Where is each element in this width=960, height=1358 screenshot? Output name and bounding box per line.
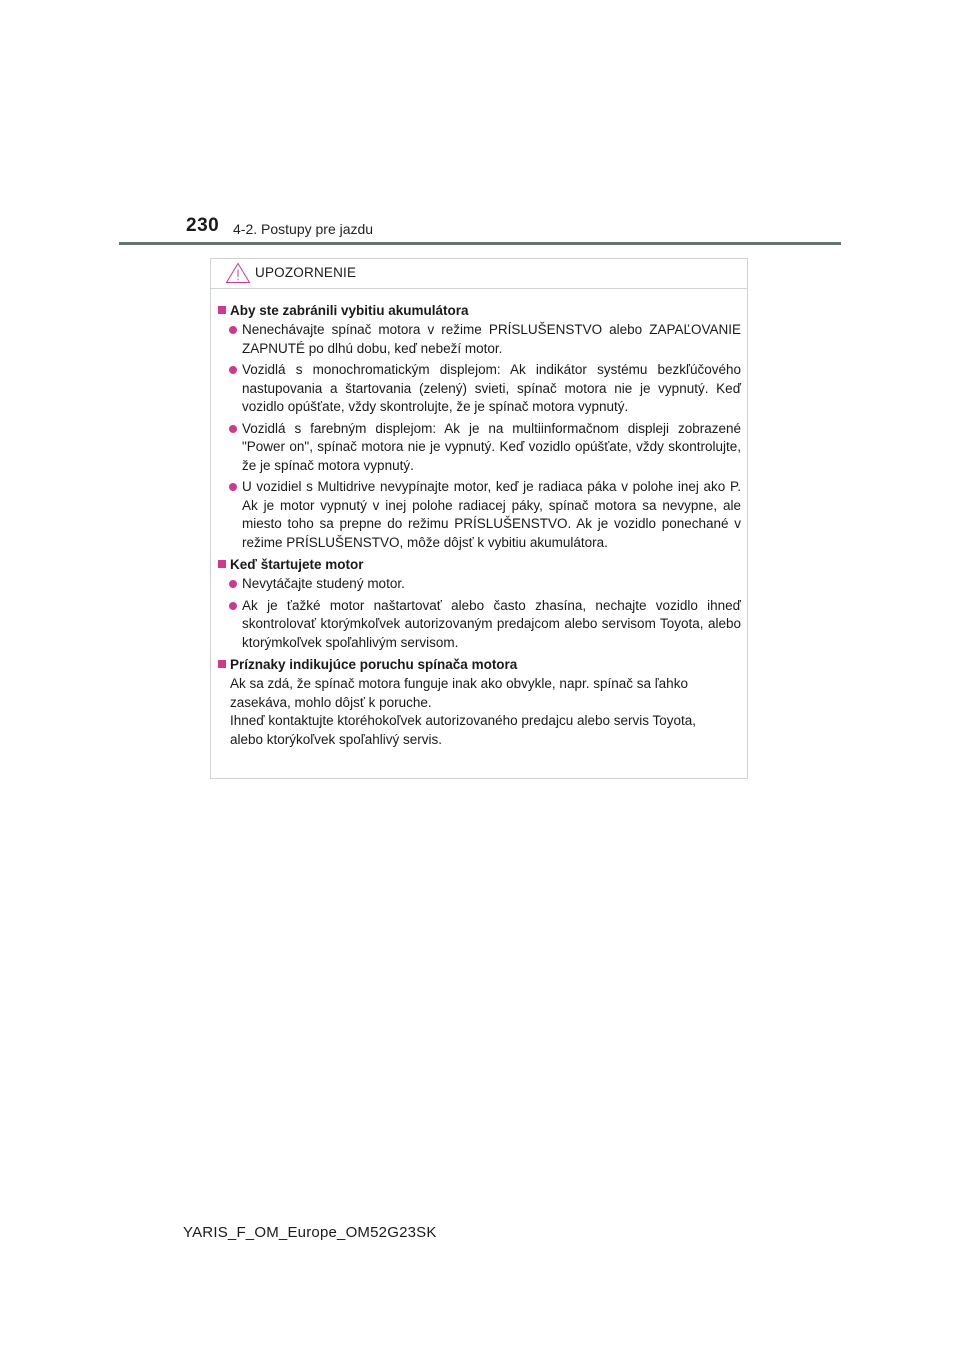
bullet-text: Vozidlá s monochromatickým displejom: Ak indikátor systému bezkľúčového nastupovania a štartovania (zelený) svieti, spínač motora nie je vypnutý. Keď vozidlo opúšťate, vždy skontrolujte, že je spínač motora vypnutý. xyxy=(242,362,741,414)
paragraph-line: zasekáva, mohlo dôjsť k poruche. xyxy=(230,694,432,710)
bullet-item xyxy=(216,321,741,358)
bullet-text: Ak je ťažké motor naštartovať alebo často zhasína, nechajte vozidlo ihneď skontrolovať ktorýmkoľvek autorizovaným predajcom alebo servisom Toyota, alebo ktorýmkoľvek spoľahlivým servisom. xyxy=(242,597,741,650)
circle-bullet-icon xyxy=(229,483,237,491)
footer-code: YARIS_F_OM_Europe_OM52G23SK xyxy=(183,1224,437,1241)
section-title: 4-2. Postupy pre jazdu xyxy=(233,221,374,237)
circle-bullet-icon xyxy=(229,366,237,374)
circle-bullet-icon xyxy=(229,580,237,588)
section-heading-text: Aby ste zabránili vybitiu akumulátora xyxy=(230,303,469,318)
bullet-item xyxy=(216,361,741,417)
paragraph xyxy=(216,675,741,749)
warning-triangle-icon xyxy=(225,262,251,284)
bullet-text: Nenechávajte spínač motora v režime PRÍSLUŠENSTVO alebo ZAPAĽOVANIE ZAPNUTÉ po dlhú dobu, keď nebeží motor. xyxy=(242,322,741,356)
bullet-item xyxy=(216,478,741,552)
circle-bullet-icon xyxy=(229,602,237,610)
square-bullet-icon xyxy=(218,306,226,314)
bullet-item xyxy=(216,420,741,476)
section-heading xyxy=(216,301,741,320)
paragraph-line: Ihneď kontaktujte ktoréhokoľvek autorizovaného predajcu alebo servis Toyota, xyxy=(230,713,697,728)
bullet-text: Vozidlá s farebným displejom: Ak je na multiinformačnom displeji zobrazené "Power on", spínač motora nie je vypnutý. Keď vozidlo opúšťate, vždy skontrolujte, že je spínač motora vypnutý. xyxy=(242,420,741,473)
paragraph-line: Ak sa zdá, že spínač motora funguje inak ako obvykle, napr. spínač sa ľahko xyxy=(230,676,688,691)
warning-body xyxy=(211,289,747,749)
bullet-item xyxy=(216,575,741,594)
bullet-item xyxy=(216,597,741,653)
warning-box xyxy=(210,258,748,779)
square-bullet-icon xyxy=(218,660,226,668)
bullet-text: Nevytáčajte studený motor. xyxy=(242,576,405,591)
circle-bullet-icon xyxy=(229,425,237,433)
section-heading xyxy=(216,555,741,574)
paragraph-line: alebo ktorýkoľvek spoľahlivý servis. xyxy=(230,731,442,747)
warning-title: UPOZORNENIE xyxy=(255,265,357,280)
circle-bullet-icon xyxy=(229,326,237,334)
warning-header xyxy=(211,259,747,289)
square-bullet-icon xyxy=(218,560,226,568)
section-heading-text: Keď štartujete motor xyxy=(230,557,364,572)
header-rule xyxy=(119,242,841,245)
page-number: 230 xyxy=(186,215,220,236)
section-heading-text: Príznaky indikujúce poruchu spínača motora xyxy=(230,657,518,672)
bullet-text: U vozidiel s Multidrive nevypínajte motor, keď je radiaca páka v polohe inej ako P. Ak je motor vypnutý v inej polohe radiacej páky, spínač motora sa nevypne, ale miesto toho sa prepne do režimu PRÍSLUŠENSTVO. Ak je vozidlo ponechané v režime PRÍSLUŠENSTVO, môže dôjsť k vybitiu akumulátora. xyxy=(242,479,741,550)
section-heading xyxy=(216,655,741,674)
